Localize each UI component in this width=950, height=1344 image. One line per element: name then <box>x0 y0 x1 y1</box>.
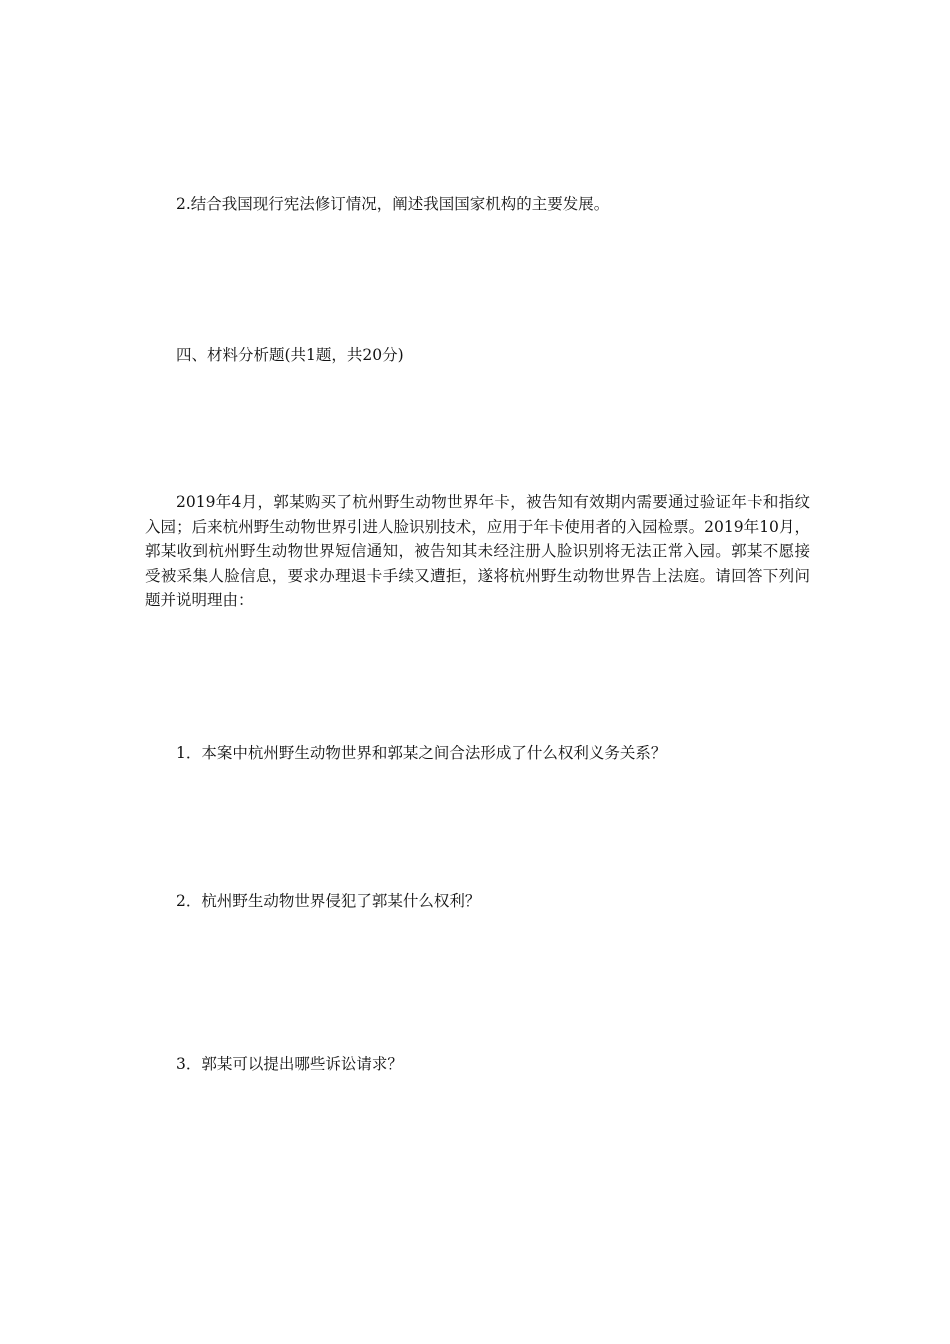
section-4-heading: 四、材料分析题(共1题，共20分) <box>176 346 404 364</box>
sub-question-1: 1．本案中杭州野生动物世界和郭某之间合法形成了什么权利义务关系？ <box>176 744 667 762</box>
sub-question-3: 3．郭某可以提出哪些诉讼请求？ <box>176 1055 403 1073</box>
question-2-constitution: 2.结合我国现行宪法修订情况，阐述我国国家机构的主要发展。 <box>176 195 610 213</box>
sub-question-2: 2．杭州野生动物世界侵犯了郭某什么权利？ <box>176 892 481 910</box>
case-material-paragraph: 2019年4月，郭某购买了杭州野生动物世界年卡，被告知有效期内需要通过验证年卡和指纹入园；后来杭州野生动物世界引进人脸识别技术，应用于年卡使用者的入园检票。2019年10月，郭某收到杭州野生动物世界短信通知，被告知其未经注册人脸识别将无法正常入园。郭某不愿接受被采集人脸信息，要求办理退卡手续又遭拒，遂将杭州野生动物世界告上法庭。请回答下列问题并说明理由： <box>145 493 810 609</box>
